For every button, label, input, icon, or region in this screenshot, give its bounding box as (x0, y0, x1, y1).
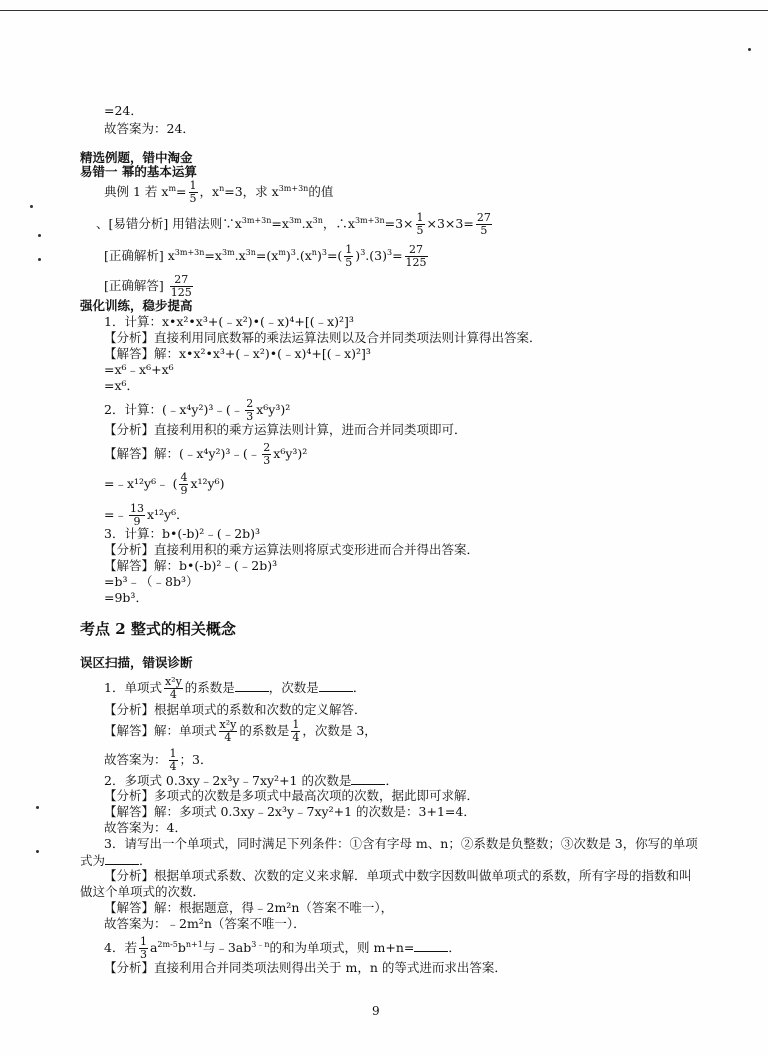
problem-line: 3．计算：b•(-b)²﹣(﹣2b)³ (104, 526, 261, 541)
solution-line: 【解答】解：b•(-b)²﹣(﹣2b)³ (104, 558, 278, 573)
fraction: $\frac{13}{9}$ (129, 502, 144, 528)
answer-blank (319, 679, 353, 692)
example-line: 典例 1 若 $x^m=$ $\frac{1}{5}$ ，$x^n=3$，求 $x^{3m+3n}$的值 (104, 179, 334, 205)
problem-line: 2．多项式 0.3xy﹣2x³y﹣7xy²+1 的次数是 ． (104, 773, 398, 788)
solution-line: [正确解析] $x^{3m+3n}=x^{3m}.x^{3n}=(x^m)^3.(x^n)^3=$( $\frac{1}{5}$ )$^3.(3)^3=$ $\frac{27}{125}$ (104, 243, 427, 269)
text-line: 故答案为：24． (104, 121, 195, 136)
answer-blank (351, 772, 385, 785)
analysis-line: 【分析】根据单项式的系数和次数的定义解答． (104, 702, 367, 717)
solution-line: =9b³． (104, 590, 148, 605)
analysis-line: 【分析】直接利用积的乘方运算法则将原式变形进而合并得出答案． (104, 542, 480, 557)
solution-line: 【解答】解：单项式 $\frac{\text{x²y}}{4}$ 的系数是 $\frac{1}{4}$ ，次数是 3， (104, 718, 377, 744)
fraction: $\frac{27}{5}$ (476, 211, 491, 237)
fraction: $\frac{1}{4}$ (292, 718, 300, 744)
solution-line: =x⁶． (104, 378, 140, 393)
fraction: $\frac{2}{3}$ (246, 397, 254, 423)
scan-speck (748, 48, 751, 51)
analysis-line: 【分析】多项式的次数是多项式中最高次项的次数，据此即可求解． (104, 788, 480, 803)
analysis-line: 做这个单项式的次数． (80, 884, 206, 899)
analysis-line: 【分析】直接利用合并同类项法则得出关于 m，n 的等式进而求出答案． (104, 960, 507, 975)
analysis-line: 【分析】根据单项式系数、次数的定义来求解．单项式中数字因数叫做单项式的系数，所有字母的指数和叫 (104, 868, 692, 883)
solution-line: =x⁶﹣x⁶+x⁶ (104, 362, 174, 377)
scan-speck (36, 806, 39, 809)
section-subheading: 易错一 幂的基本运算 (80, 164, 197, 179)
answer-blank (414, 939, 448, 952)
answer-line: 故答案为： $\frac{1}{4}$ ；3． (104, 747, 213, 773)
page-top-border (0, 0, 768, 11)
fraction: $\frac{1}{3}$ (139, 935, 147, 961)
scan-speck (38, 258, 41, 261)
analysis-line: 【分析】直接利用积的乘方运算法则计算，进而合并同类项即可． (104, 422, 467, 437)
topic-heading: 考点 2 整式的相关概念 (80, 620, 236, 638)
fraction: $\frac{27}{125}$ (405, 243, 427, 269)
text-line: =24． (104, 103, 143, 118)
solution-line: =﹣x¹²y⁶﹣ ( $\frac{4}{9}$ x¹²y⁶) (104, 471, 225, 497)
solution-line: 【解答】解：x•x²•x³+(﹣x²)•(﹣x)⁴+[(﹣x)²]³ (104, 346, 371, 361)
fraction: $\frac{1}{5}$ (416, 211, 424, 237)
solution-line: 【解答】解：多项式 0.3xy﹣2x³y﹣7xy²+1 的次数是：3+1=4． (104, 804, 476, 819)
answer-blank (235, 679, 269, 692)
problem-line: 式为 ． (80, 853, 152, 868)
solution-line: =﹣ $\frac{13}{9}$ x¹²y⁶． (104, 502, 189, 528)
problem-line: 2．计算：(﹣x⁴y²)³﹣(﹣ $\frac{2}{3}$ x⁶y³)² (104, 397, 291, 423)
fraction: $\frac{4}{9}$ (180, 471, 188, 497)
answer-line: [正确解答] $\frac{27}{125}$ (104, 273, 192, 299)
fraction: $\frac{27}{125}$ (170, 273, 192, 299)
problem-line: 4．若 $\frac{1}{3}$ $a^{2m-5}b^{n+1}$与$﹣3ab^{3﹣n}$的和为单项式，则 m+n= ． (104, 935, 461, 961)
problem-line: 1．计算：x•x²•x³+(﹣x²)•(﹣x)⁴+[(﹣x)²]³ (104, 314, 354, 329)
analysis-line: 【分析】直接利用同底数幂的乘法运算法则以及合并同类项法则计算得出答案． (104, 330, 542, 345)
section-heading: 误区扫描，错误诊断 (80, 655, 193, 670)
solution-line: 【解答】解：(﹣x⁴y²)³﹣(﹣ $\frac{2}{3}$ x⁶y³)² (104, 441, 308, 467)
scan-speck (30, 205, 33, 208)
section-heading: 精选例题，错中淘金 (80, 150, 193, 165)
fraction: $\frac{1}{4}$ (169, 747, 177, 773)
fraction: $\frac{\text{x²y}}{4}$ (219, 718, 237, 744)
solution-line: 【解答】解：根据题意，得﹣2m²n（答案不唯一）， (104, 900, 394, 915)
analysis-line: 、[易错分析] 用错法则$\because x^{3m+3n}=x^{3m}.x^{3n}$，$\therefore x^{3m+3n}=3\times$ $\frac{1}{5}$ ×3×3= $\frac{27}{5}$ (96, 211, 491, 237)
fraction: $\frac{1}{5}$ (345, 243, 353, 269)
problem-line: 3．请写出一个单项式，同时满足下列条件：①含有字母 m、n；②系数是负整数；③次数是 3，你写的单项 (104, 836, 698, 851)
answer-line: 故答案为：4． (104, 820, 187, 835)
scan-speck (38, 234, 41, 237)
fraction: $\frac{1}{5}$ (189, 179, 197, 205)
solution-line: =b³﹣（﹣8b³） (104, 574, 199, 589)
section-heading: 强化训练，稳步提高 (80, 298, 193, 313)
scan-speck (36, 850, 39, 853)
problem-line: 1．单项式 $\frac{\text{x²y}}{4}$ 的系数是 ，次数是 ． (104, 675, 366, 701)
page-number: 9 (372, 1004, 380, 1018)
fraction: $\frac{2}{3}$ (263, 441, 271, 467)
answer-line: 故答案为：﹣2m²n（答案不唯一）． (104, 916, 306, 931)
answer-blank (105, 852, 139, 865)
fraction: $\frac{\text{x²y}}{4}$ (164, 675, 182, 701)
